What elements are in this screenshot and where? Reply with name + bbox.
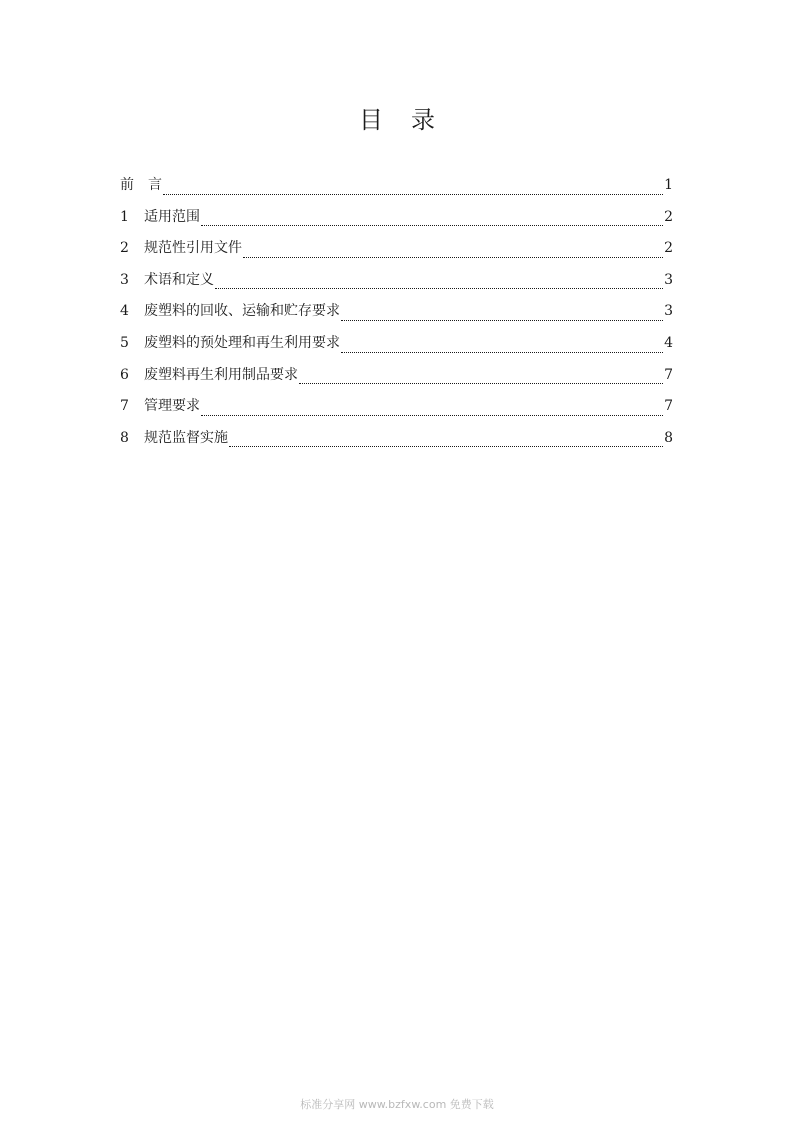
toc-entry-label: 术语和定义 <box>144 271 214 288</box>
table-of-contents <box>120 173 673 457</box>
toc-entry-number: 3 <box>120 271 129 288</box>
page-title-char-1: 目 <box>359 106 383 134</box>
toc-entry-number: 7 <box>120 398 129 415</box>
toc-entry-number: 6 <box>120 366 129 383</box>
toc-entry-3[interactable] <box>120 268 673 300</box>
toc-page-number: 3 <box>664 303 673 320</box>
toc-entry-label: 规范性引用文件 <box>144 240 242 257</box>
toc-dot-leader <box>243 256 663 258</box>
toc-dot-leader <box>341 351 663 353</box>
toc-entry-number: 1 <box>120 208 129 225</box>
page-title <box>0 100 794 135</box>
toc-dot-leader <box>341 319 663 321</box>
footer-watermark: 标准分享网 www.bzfxw.com 免费下载 <box>300 1098 494 1111</box>
toc-page-number: 2 <box>664 240 673 257</box>
toc-entry-number: 5 <box>120 334 129 351</box>
toc-dot-leader <box>201 224 663 226</box>
toc-entry-preface[interactable] <box>120 173 673 205</box>
toc-entry-2[interactable] <box>120 236 673 268</box>
toc-page-number: 3 <box>664 271 673 288</box>
toc-entry-label: 适用范围 <box>144 208 200 225</box>
toc-dot-leader <box>215 287 663 289</box>
toc-entry-number: 8 <box>120 429 129 446</box>
toc-dot-leader <box>229 445 663 447</box>
toc-entry-6[interactable] <box>120 363 673 395</box>
toc-page-number: 7 <box>664 366 673 383</box>
toc-entry-label: 前 言 <box>120 177 162 193</box>
toc-entry-label: 废塑料的回收、运输和贮存要求 <box>144 303 340 320</box>
toc-entry-label: 规范监督实施 <box>144 429 228 446</box>
toc-entry-5[interactable] <box>120 331 673 363</box>
toc-entry-7[interactable] <box>120 394 673 426</box>
toc-entry-number: 4 <box>120 303 129 320</box>
toc-entry-8[interactable] <box>120 426 673 458</box>
toc-page-number: 1 <box>664 177 673 193</box>
toc-entry-4[interactable] <box>120 299 673 331</box>
toc-page-number: 2 <box>664 208 673 225</box>
toc-entry-number: 2 <box>120 240 129 257</box>
toc-entry-label: 管理要求 <box>144 398 200 415</box>
toc-entry-label: 废塑料再生利用制品要求 <box>144 366 298 383</box>
toc-dot-leader <box>299 382 663 384</box>
toc-entry-1[interactable] <box>120 205 673 237</box>
toc-dot-leader <box>201 414 663 416</box>
toc-dot-leader <box>163 193 663 195</box>
toc-page-number: 7 <box>664 398 673 415</box>
toc-page-number: 4 <box>664 334 673 351</box>
toc-page-number: 8 <box>664 429 673 446</box>
toc-entry-label: 废塑料的预处理和再生利用要求 <box>144 334 340 351</box>
page-title-char-2: 录 <box>411 106 435 134</box>
